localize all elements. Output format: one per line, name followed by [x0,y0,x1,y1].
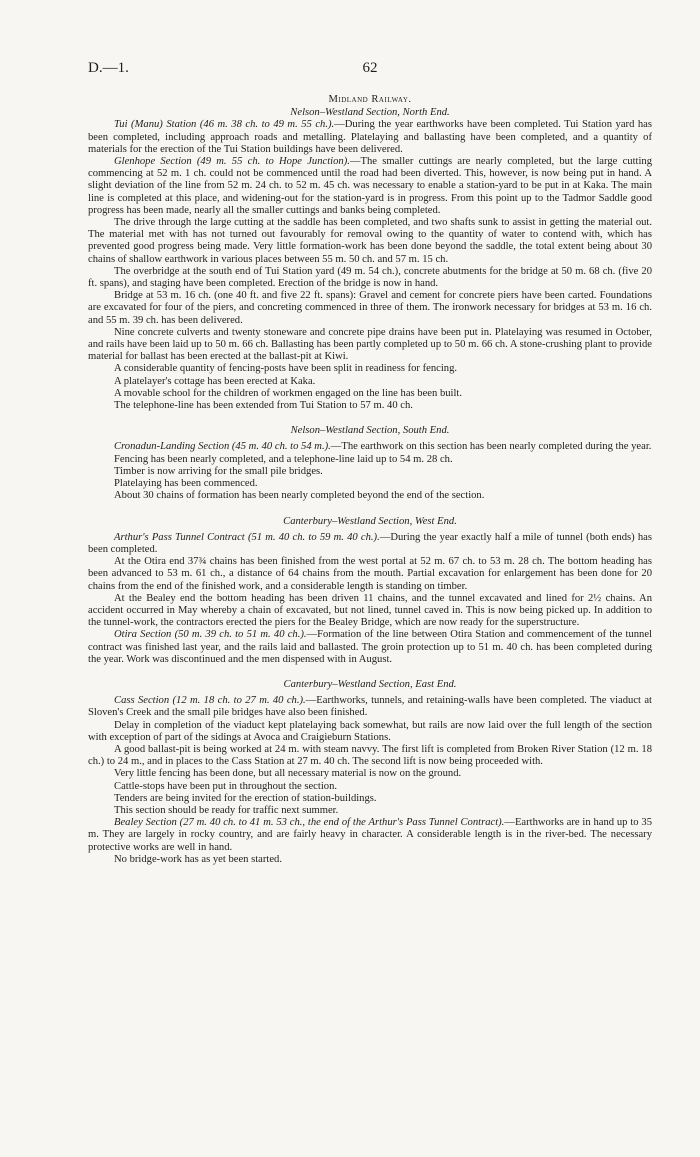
paragraph-lead: Bealey Section (27 m. 40 ch. to 41 m. 53 ch., the end of the Arthur's Pass Tunnel Contract). [114,817,505,829]
paragraph-text: At the Bealey end the bottom heading has been driven 11 chains, and the tunnel excavated and lined for 2½ chains. An accident occurred in May whereby a chain of excavated, but not lined, tunnel caved in. This is now being picked up. In addition to the tunnel-work, the contractors erected the piers for the Bealey Bridge, which are now ready for the superstructure. [88,592,652,629]
paragraph [88,793,652,805]
paragraph [88,720,652,744]
paragraph-text: —The earthwork on this section has been nearly completed during the year. [330,441,652,453]
paragraph [88,805,652,817]
paragraph [88,441,652,453]
paragraph [88,629,652,666]
paragraph [88,217,652,266]
section-east-end [88,695,652,866]
paragraph-text: Bridge at 53 m. 16 ch. (one 40 ft. and five 22 ft. spans): Gravel and cement for concrete piers have been carted. Foundations are excavated for four of the piers, and concreting commenced in three of them. The ironwork necessary for bridges at 53 m. 16 ch. and 55 m. 39 ch. has been delivered. [88,290,652,326]
paragraph-text: The overbridge at the south end of Tui Station yard (49 m. 54 ch.), concrete abutments for the bridge at 50 m. 68 ch. (five 20 ft. spans), and staging have been completed. Erection of the bridge is now in hand. [88,265,652,290]
paragraph-text: No bridge-work has as yet been started. [114,853,282,865]
page-number: 62 [362,60,378,76]
paragraph-text: —During the year exactly half a mile of tunnel (both ends) has been completed. [88,531,652,555]
paragraph-text: Cattle-stops have been put in throughout the section. [114,780,338,792]
paragraph [88,266,652,290]
paragraph [88,854,652,866]
paragraph [88,695,652,719]
paragraph [88,744,652,768]
paragraph [88,556,652,593]
paragraph-text: —Formation of the line between Otira Station and commencement of the tunnel contract was finished last year, and the rails laid and ballasted. The groin protection up to 51 m. 40 ch. has been completed during the year. Work was discontinued and the men dispensed with in August. [88,629,652,665]
paragraph [88,768,652,780]
paragraph [88,817,652,854]
paragraph-text: —Earthworks are in hand up to 35 m. They are largely in rocky country, and are fairly heavy in character. A considerable length is in the river-bed. The necessary protective works are well in hand. [88,817,652,853]
paragraph-lead: Glenhope Section (49 m. 55 ch. to Hope Junction). [114,156,350,168]
paragraph-text: —Earthworks, tunnels, and retaining-walls have been completed. The viaduct at Sloven's Creek and the small pile bridges have also been finished. [88,695,652,719]
paragraph-text: Delay in completion of the viaduct kept platelaying back somewhat, but rails are now laid over the full length of the section with exception of part of the sidings at Avoca and Craigieburn Stations. [88,719,652,743]
paragraph-text: Tenders are being invited for the erection of station-buildings. [114,792,377,804]
document-reference: D.—1. [88,60,129,76]
section-north-end [88,119,652,412]
paragraph-text: Nine concrete culverts and twenty stoneware and concrete pipe drains have been put in. Platelaying was resumed in October, and rails have been laid up to 50 m. 66 ch. Ballasting has been partly completed up to 50 m. 66 ch. A stone-crushing plant to provide material for ballast has been erected at the ballast-pit at Kiwi. [88,326,652,363]
paragraph-text: Platelaying has been commenced. [114,478,258,490]
paragraph [88,363,652,375]
paragraph [88,490,652,502]
paragraph [88,466,652,478]
paragraph-text: A considerable quantity of fencing-posts have been split in readiness for fencing. [114,363,458,375]
paragraph-lead: Otira Section (50 m. 39 ch. to 51 m. 40 ch.). [114,629,307,641]
paragraph-text: A good ballast-pit is being worked at 24 m. with steam navvy. The first lift is completed from Broken River Station (12 m. 18 ch.) to 24 m., and in places to the Cass Station at 27 m. 40 ch. The second lift is now being proceeded with. [88,743,652,768]
paragraph [88,156,652,217]
paragraph [88,781,652,793]
paragraph-lead: Arthur's Pass Tunnel Contract (51 m. 40 ch. to 59 m. 40 ch.). [114,531,380,543]
paragraph-text: Very little fencing has been done, but all necessary material is now on the ground. [114,768,462,780]
paragraph-lead: Cass Section (12 m. 18 ch. to 27 m. 40 ch.). [114,695,306,707]
paragraph-lead: Cronadun-Landing Section (45 m. 40 ch. to 54 m.). [114,441,331,453]
paragraph-text: Timber is now arriving for the small pile bridges. [114,465,323,477]
paragraph-text: —The smaller cuttings are nearly completed, but the large cutting commencing at 52 m. 1 ch. could not be commenced until the road had been diverted. This, however, is now being put in hand. A slight deviation of the line from 52 m. 24 ch. to 52 m. 45 ch. was necessary to enable a station-yard to be put in at Kaka. The main line is completed at this place, and widening-out for the station-yard is in progress. From this point up to the Tadmor Saddle good progress has been made, nearly all the smaller cuttings and banks being completed. [88,156,652,216]
paragraph-lead: Tui (Manu) Station (46 m. 38 ch. to 49 m. 55 ch.). [114,119,335,131]
paragraph-text: A movable school for the children of workmen engaged on the line has been built. [114,387,463,399]
paragraph [88,119,652,156]
section-subheading: Canterbury–Westland Section, West End. [283,515,457,527]
paragraph [88,376,652,388]
paragraph-text: About 30 chains of formation has been nearly completed beyond the end of the section. [114,490,485,502]
paragraph [88,593,652,630]
section-subheading: Nelson–Westland Section, North End. [290,107,450,119]
paragraph-text: The telephone-line has been extended from Tui Station to 57 m. 40 ch. [114,400,413,412]
paragraph [88,290,652,327]
section-south-end [88,441,652,502]
paragraph [88,532,652,556]
paragraph-text: Fencing has been nearly completed, and a telephone-line laid up to 54 m. 28 ch. [114,453,453,465]
document-body [88,94,652,866]
section-subheading: Canterbury–Westland Section, East End. [283,678,457,690]
paragraph [88,478,652,490]
paragraph [88,327,652,364]
running-header [88,60,652,80]
section-west-end [88,532,652,666]
paragraph-text: This section should be ready for traffic next summer. [114,804,339,816]
paragraph [88,400,652,412]
section-title: Midland Railway. [328,94,412,105]
section-subheading: Nelson–Westland Section, South End. [290,425,450,437]
paragraph-text: At the Otira end 37¾ chains has been finished from the west portal at 52 m. 67 ch. to 53 m. 28 ch. The bottom heading has been advanced to 53 m. 61 ch., a distance of 64 chains from the mouth. Partial excavation for enlargement has been done for 20 chains from the end of the finished work, and a considerable length is standing on timber. [88,556,652,592]
paragraph-text: The drive through the large cutting at the saddle has been completed, and two shafts sunk to assist in getting the material out. The material met with has not turned out favourably for removal owing to the quantity of water to contend with, which has prevented good progress being made. Very little formation-work has been done beyond the saddle, the total extent being about 30 chains of shallow earthwork in various places between 55 m. 50 ch. and 57 m. 15 ch. [88,217,652,265]
paragraph [88,454,652,466]
paragraph-text: A platelayer's cottage has been erected at Kaka. [114,375,316,387]
paragraph [88,388,652,400]
paragraph-text: —During the year earthworks have been completed. Tui Station yard has been completed, including approach roads and metalling. Platelaying and ballasting have been completed, and a quantity of materials for the erection of the Tui Station buildings have been delivered. [88,119,652,155]
